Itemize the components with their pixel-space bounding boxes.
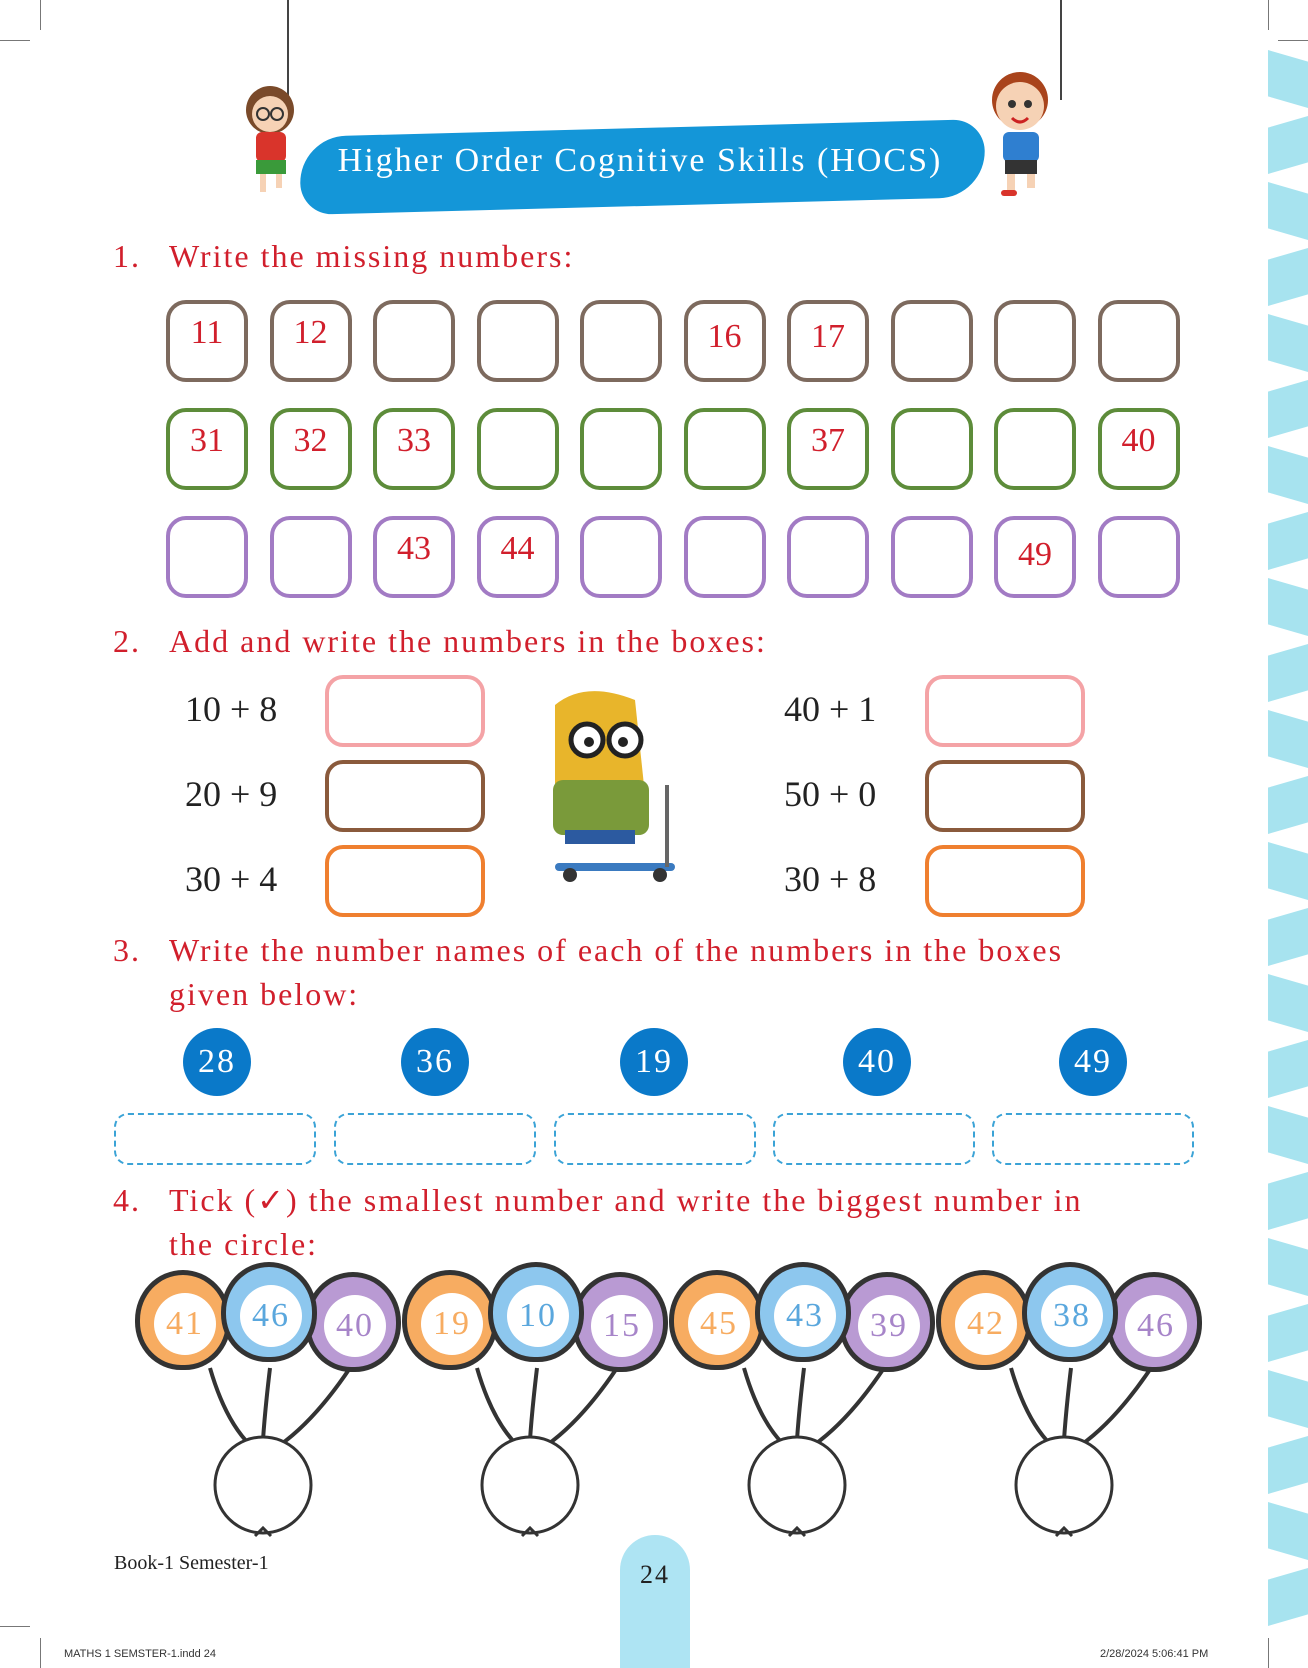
number-box[interactable] [270,408,352,490]
page-number: 24 [640,1560,670,1589]
question-text-continued: given below: [169,976,360,1012]
stripe [1268,314,1308,372]
boy-climbing-illustration [975,60,1075,200]
stripe [1268,644,1308,702]
number-value: 49 [1018,536,1052,573]
balloon-number: 41 [154,1293,216,1355]
balloon-number: 39 [858,1295,920,1357]
number-box[interactable] [477,516,559,598]
crop-mark [1268,1638,1269,1668]
balloon-strings [135,1360,395,1660]
question-number: 1. [113,238,141,274]
balloon-number: 46 [240,1285,302,1347]
stripe [1268,446,1308,504]
number-box[interactable] [166,300,248,382]
cartoon-character-illustration [525,685,695,885]
number-box[interactable] [580,300,662,382]
number-box[interactable] [787,408,869,490]
number-name-box[interactable] [334,1113,536,1165]
stripe [1268,1502,1308,1560]
balloon[interactable] [669,1270,765,1370]
sum-expression: 30 + 8 [784,859,877,899]
stripe [1268,1436,1308,1494]
balloon-number: 42 [955,1293,1017,1355]
number-circle: 28 [183,1028,251,1096]
file-info: MATHS 1 SEMSTER-1.indd 24 [64,1648,217,1660]
question-text: Write the missing numbers: [169,238,575,274]
answer-box[interactable] [325,760,485,832]
stripe [1268,1172,1308,1230]
number-box[interactable] [994,408,1076,490]
stripe [1268,512,1308,570]
stripe [1268,1106,1308,1164]
balloon[interactable] [488,1262,584,1362]
number-box[interactable] [994,300,1076,382]
sum-expression: 40 + 1 [784,689,877,729]
balloon-number: 40 [324,1295,386,1357]
question-4 [113,1178,1082,1266]
number-value: 32 [293,422,328,459]
sum-expression: 30 + 4 [185,859,278,899]
stripe [1268,380,1308,438]
balloon[interactable] [221,1262,317,1362]
answer-box[interactable] [325,675,485,747]
balloon[interactable] [1106,1272,1202,1372]
stripe [1268,908,1308,966]
book-label: Book-1 Semester-1 [114,1552,269,1574]
print-timestamp: 2/28/2024 5:06:41 PM [1100,1648,1209,1660]
stripe [1268,710,1308,768]
number-box[interactable] [477,408,559,490]
number-box[interactable] [684,516,766,598]
question-number: 4. [113,1182,141,1218]
number-name-box[interactable] [554,1113,756,1165]
stripe [1268,578,1308,636]
crop-mark [0,40,30,41]
answer-circle [749,1437,845,1533]
balloon-number: 19 [421,1293,483,1355]
page-title: Higher Order Cognitive Skills (HOCS) [337,142,943,179]
number-circle: 49 [1059,1028,1127,1096]
stripe [1268,1238,1308,1296]
number-value: 11 [190,314,224,351]
balloon-number: 15 [591,1295,653,1357]
number-value: 37 [811,422,845,459]
number-value: 16 [707,318,742,355]
number-box[interactable] [580,408,662,490]
sum-expression: 50 + 0 [784,774,877,814]
stripe [1268,50,1308,108]
question-number: 3. [113,932,141,968]
balloon[interactable] [572,1272,668,1372]
question-2 [113,619,767,663]
number-box[interactable] [787,300,869,382]
crop-mark [40,0,41,30]
number-name-box[interactable] [773,1113,975,1165]
number-box[interactable] [270,300,352,382]
stripe [1268,248,1308,306]
balloon-number: 43 [774,1285,836,1347]
stripe [1268,116,1308,174]
number-box[interactable] [1098,408,1180,490]
balloon[interactable] [839,1272,935,1372]
stripe [1268,974,1308,1032]
stripe [1268,182,1308,240]
stripe [1268,1304,1308,1362]
number-value: 31 [190,422,224,459]
crop-mark [1278,40,1308,41]
answer-circle [215,1437,311,1533]
number-box[interactable] [787,516,869,598]
crop-mark [1268,0,1269,30]
number-box[interactable] [684,408,766,490]
balloon[interactable] [936,1270,1032,1370]
number-circle: 19 [620,1028,688,1096]
number-box[interactable] [477,300,559,382]
number-box[interactable] [373,516,455,598]
number-circle: 36 [401,1028,469,1096]
question-3 [113,928,1063,1016]
answer-box[interactable] [925,675,1085,747]
stripe [1268,842,1308,900]
number-box[interactable] [373,408,455,490]
question-text: Tick (✓) the smallest number and write the biggest number in [169,1182,1083,1218]
stripe [1268,1040,1308,1098]
answer-circle [482,1437,578,1533]
number-name-box[interactable] [992,1113,1194,1165]
number-box[interactable] [166,408,248,490]
balloon-strings [936,1360,1196,1660]
number-box[interactable] [270,516,352,598]
number-value: 44 [500,530,535,567]
crop-mark [0,1626,30,1627]
sum-expression: 20 + 9 [185,774,278,814]
number-box[interactable] [891,300,973,382]
stripe [1268,1568,1308,1626]
answer-box[interactable] [925,760,1085,832]
answer-box[interactable] [925,845,1085,917]
number-value: 33 [397,422,431,459]
balloon-number: 38 [1041,1285,1103,1347]
number-circle: 40 [843,1028,911,1096]
balloon-strings [669,1360,929,1660]
number-value: 40 [1121,422,1156,459]
number-box[interactable] [994,516,1076,598]
stripe [1268,776,1308,834]
answer-circle [1016,1437,1112,1533]
number-box[interactable] [166,516,248,598]
question-text-continued: the circle: [169,1226,319,1262]
question-text: Add and write the numbers in the boxes: [169,623,767,659]
number-box[interactable] [580,516,662,598]
number-box[interactable] [1098,300,1180,382]
stripe [1268,1370,1308,1428]
answer-box[interactable] [325,845,485,917]
number-value: 17 [811,318,845,355]
number-box[interactable] [684,300,766,382]
balloon-number: 45 [688,1293,750,1355]
balloon[interactable] [1022,1262,1118,1362]
balloon-number: 10 [507,1285,569,1347]
balloon[interactable] [135,1270,231,1370]
number-name-box[interactable] [114,1113,316,1165]
number-box[interactable] [1098,516,1180,598]
page-number-tab [620,1535,690,1668]
crop-mark [40,1638,41,1668]
balloon-number: 46 [1125,1295,1187,1357]
balloon[interactable] [305,1272,401,1372]
question-text: Write the number names of each of the numbers in the boxes [169,932,1064,968]
number-box[interactable] [891,408,973,490]
number-box[interactable] [373,300,455,382]
sum-expression: 10 + 8 [185,689,278,729]
number-value: 43 [397,530,431,567]
question-1 [113,234,574,278]
balloon[interactable] [402,1270,498,1370]
question-number: 2. [113,623,141,659]
balloon[interactable] [755,1262,851,1362]
number-value: 12 [293,314,328,351]
number-box[interactable] [891,516,973,598]
